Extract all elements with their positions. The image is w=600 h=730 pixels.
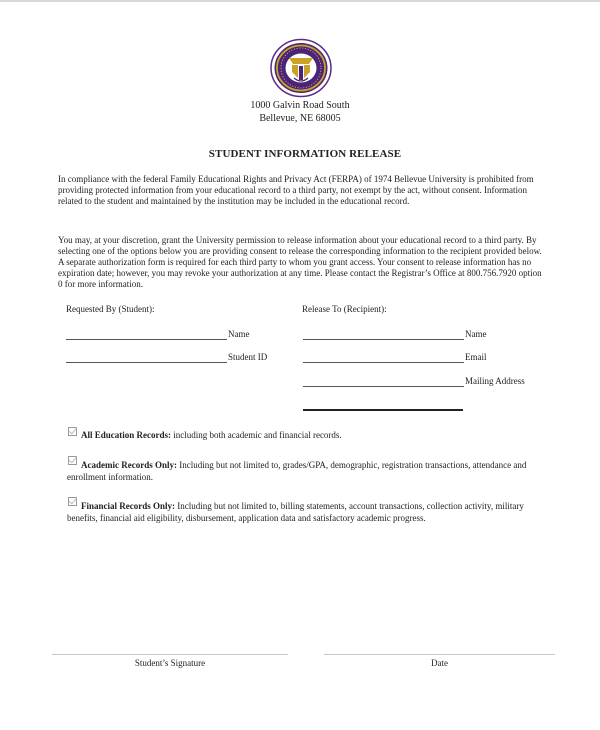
academic-records-option xyxy=(67,459,547,483)
student-name-label: Name xyxy=(228,329,250,339)
recipient-email-field[interactable] xyxy=(303,362,464,363)
student-signature-field[interactable] xyxy=(52,654,288,655)
option-title: All Education Records: xyxy=(81,430,171,440)
option-title: Academic Records Only: xyxy=(81,460,177,470)
all-education-records-option xyxy=(67,429,547,441)
recipient-mailing-address-label: Mailing Address xyxy=(465,376,525,386)
recipient-email-label: Email xyxy=(465,352,487,362)
address-line-city: Bellevue, NE 68005 xyxy=(259,113,341,124)
document-title: STUDENT INFORMATION RELEASE xyxy=(208,148,402,160)
recipient-mailing-address-line2[interactable] xyxy=(303,409,463,411)
option-description: Including but not limited to, billing statements, account transactions, collection activity, military benefits, financial aid eligibility, disbursement, application data and satisfactory academic progress. xyxy=(67,501,524,523)
ferpa-paragraph: In compliance with the federal Family Educational Rights and Privacy Act (FERPA) of 1974 Bellevue University is prohibited from providing protected information from your educational record to a third party, not exempt by the act, without consent. Information related to the student and maintained by the institution may be included in the educational record. xyxy=(58,174,534,206)
option-title: Financial Records Only: xyxy=(81,501,175,511)
recipient-name-field[interactable] xyxy=(303,339,464,340)
student-name-field[interactable] xyxy=(66,339,227,340)
requested-by-label: Requested By (Student): xyxy=(66,304,155,314)
financial-records-option xyxy=(67,500,547,524)
consent-paragraph: You may, at your discretion, grant the University permission to release information about your educational record to a third party. By selecting one of the options below you are providing consent to release the corresponding information to the recipient provided below. A separate authorization form is required for each third party to whom you grant access. Your consent to release information has no expiration date; however, you may revoke your authorization at any time. Please contact the Registrar’s Office at 800.756.7920 option 0 for more information. xyxy=(58,235,542,289)
recipient-mailing-address-field[interactable] xyxy=(303,386,464,387)
release-to-label: Release To (Recipient): xyxy=(302,304,387,314)
page-top-edge xyxy=(0,0,600,2)
option-description: including both academic and financial records. xyxy=(171,430,342,440)
address-line-street: 1000 Galvin Road South xyxy=(250,100,350,111)
date-field[interactable] xyxy=(324,654,555,655)
university-seal-logo xyxy=(269,38,333,98)
student-id-label: Student ID xyxy=(228,352,268,362)
recipient-name-label: Name xyxy=(465,329,487,339)
student-signature-label: Student’s Signature xyxy=(134,658,206,668)
date-label: Date xyxy=(431,658,448,668)
option-description: Including but not limited to, grades/GPA, demographic, registration transactions, attendance and enrollment information. xyxy=(67,460,527,482)
student-id-field[interactable] xyxy=(66,362,227,363)
